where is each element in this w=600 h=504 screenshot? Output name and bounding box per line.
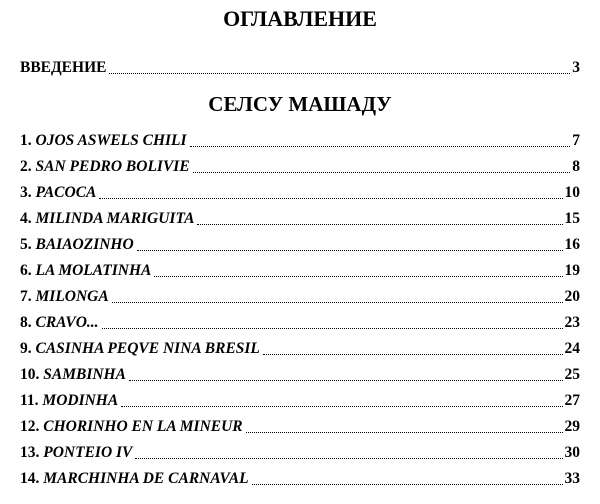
leader-dots	[154, 275, 562, 277]
toc-entry[interactable]	[20, 287, 580, 307]
leader-dots	[263, 353, 563, 355]
toc-entry-title: MODINHA	[42, 392, 119, 409]
toc-entry-title: CHORINHO EN LA MINEUR	[43, 418, 243, 435]
leader-dots	[102, 327, 563, 329]
toc-entry-title: BAIAOZINHO	[35, 236, 134, 253]
toc-entry-number: 1.	[20, 132, 32, 149]
toc-entry-page: 27	[564, 392, 580, 409]
toc-entry-number: 6.	[20, 262, 32, 279]
toc-entry-page: 33	[564, 470, 580, 487]
toc-entry-page: 19	[564, 262, 580, 279]
toc-entry-title: CRAVO...	[35, 314, 99, 331]
leader-dots	[193, 171, 571, 173]
toc-entry-number: 12.	[20, 418, 40, 435]
leader-dots	[190, 145, 571, 147]
leader-dots	[109, 72, 570, 74]
toc-entry-number: 5.	[20, 236, 32, 253]
toc-entry-page: 25	[564, 366, 580, 383]
toc-entry-page: 10	[564, 184, 580, 201]
toc-entry-page: 7	[572, 132, 580, 149]
toc-entry[interactable]	[20, 365, 580, 385]
toc-entry[interactable]	[20, 417, 580, 437]
toc-entry-page: 16	[564, 236, 580, 253]
toc-entry-title: LA MOLATINHA	[35, 262, 152, 279]
leader-dots	[112, 301, 563, 303]
toc-entry-page: 8	[572, 158, 580, 175]
toc-entry-title: SAMBINHA	[43, 366, 126, 383]
toc-title: ОГЛАВЛЕНИЕ	[223, 6, 377, 31]
toc-entry-page: 30	[564, 444, 580, 461]
toc-entry-number: 11.	[20, 392, 39, 409]
toc-entry[interactable]	[20, 157, 580, 177]
leader-dots	[246, 431, 563, 433]
leader-dots	[99, 197, 562, 199]
toc-entry-number: 7.	[20, 288, 32, 305]
toc-entry[interactable]	[20, 183, 580, 203]
toc-entry-page: 15	[564, 210, 580, 227]
toc-entry-number: 2.	[20, 158, 32, 175]
toc-entry[interactable]	[20, 235, 580, 255]
toc-entry[interactable]	[20, 339, 580, 359]
toc-entry[interactable]	[20, 443, 580, 463]
toc-entry-number: 10.	[20, 366, 40, 383]
toc-entry-title: MILONGA	[35, 288, 109, 305]
leader-dots	[135, 457, 562, 459]
toc-entry-number: 3.	[20, 184, 32, 201]
leader-dots	[121, 405, 562, 407]
toc-entry[interactable]	[20, 261, 580, 281]
leader-dots	[129, 379, 563, 381]
toc-entry-title: SAN PEDRO BOLIVIE	[35, 158, 190, 175]
toc-entry-title: MILINDA MARIGUITA	[35, 210, 195, 227]
section-title: СЕЛСУ МАШАДУ	[208, 92, 392, 116]
toc-entry-page: 20	[564, 288, 580, 305]
toc-entry-number: 14.	[20, 470, 40, 487]
toc-entry-number: 8.	[20, 314, 32, 331]
toc-entry[interactable]	[20, 313, 580, 333]
toc-entry-number: 9.	[20, 340, 32, 357]
toc-entry-title: PONTEIO IV	[43, 444, 133, 461]
toc-entry[interactable]	[20, 131, 580, 151]
toc-entry-number: 13.	[20, 444, 40, 461]
toc-entry-intro[interactable]	[20, 58, 580, 78]
leader-dots	[197, 223, 562, 225]
toc-entry-page: 3	[572, 59, 580, 76]
toc-entry-title: MARCHINHA DE CARNAVAL	[43, 470, 249, 487]
leader-dots	[137, 249, 563, 251]
toc-entry-title: ВВЕДЕНИЕ	[20, 59, 107, 76]
toc-entry-page: 29	[564, 418, 580, 435]
toc-entry-title: PACOCA	[35, 184, 97, 201]
toc-entry-page: 24	[564, 340, 580, 357]
toc-entry-title: OJOS ASWELS CHILI	[35, 132, 187, 149]
toc-entry[interactable]	[20, 209, 580, 229]
toc-entry-title: CASINHA PEQVE NINA BRESIL	[35, 340, 260, 357]
leader-dots	[252, 483, 563, 485]
toc-entry[interactable]	[20, 391, 580, 411]
toc-entry-number: 4.	[20, 210, 32, 227]
toc-entry-page: 23	[564, 314, 580, 331]
toc-entry[interactable]	[20, 469, 580, 489]
